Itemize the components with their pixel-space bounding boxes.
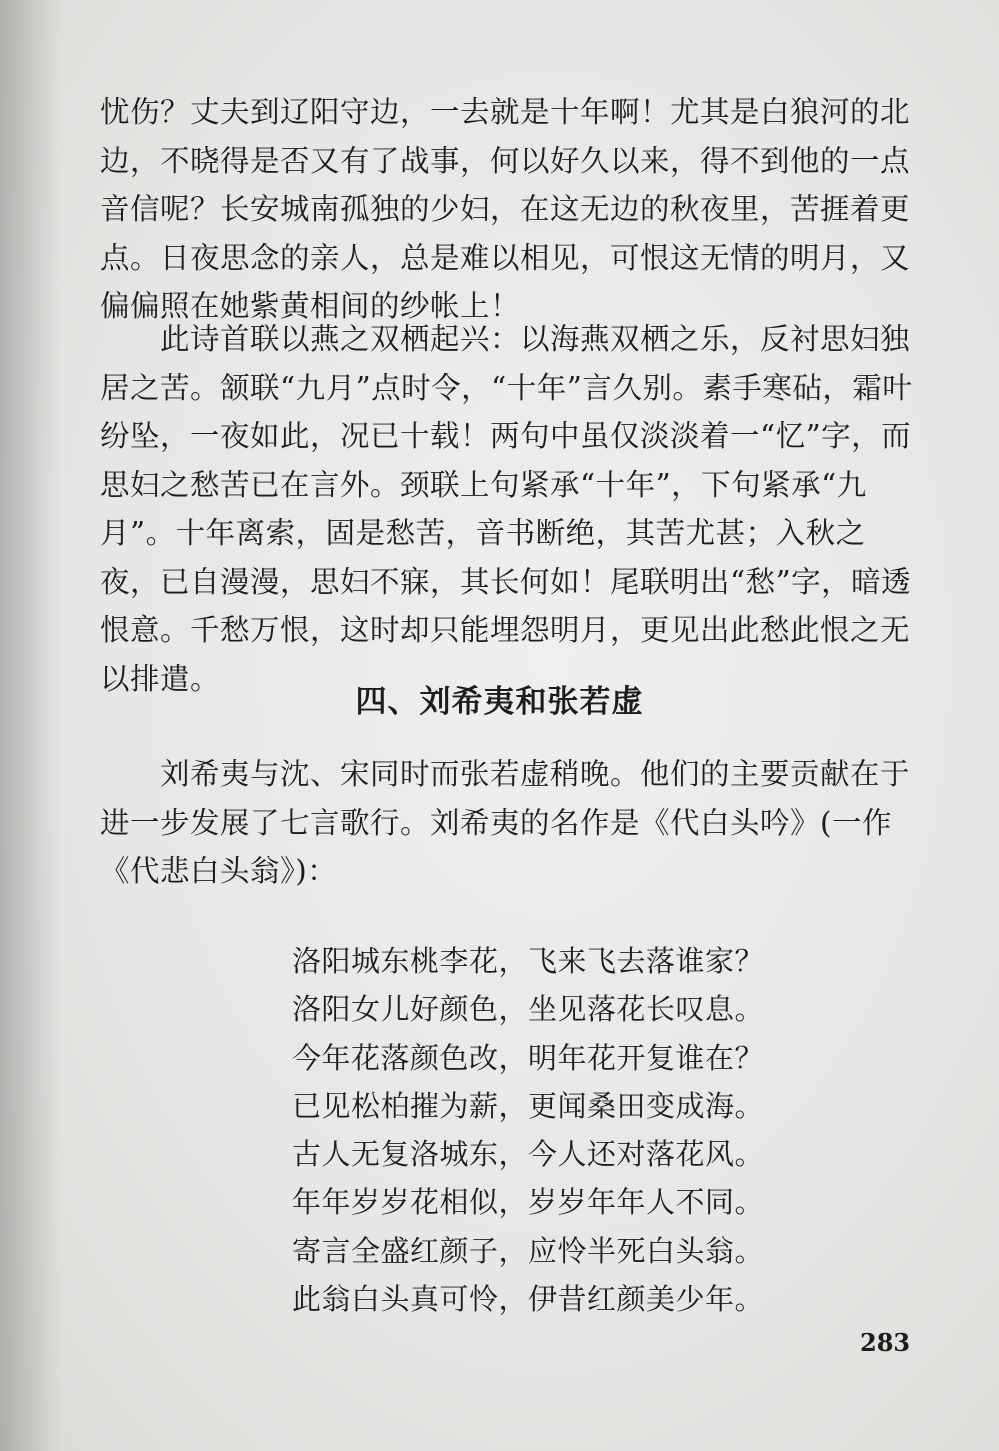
poem-line: 年年岁岁花相似，岁岁年年人不同。: [292, 1185, 765, 1220]
poem-line: 此翁白头真可怜，伊昔红颜美少年。: [292, 1282, 765, 1317]
paragraph-3-text: 刘希夷与沈、宋同时而张若虚稍晚。他们的主要贡献在于进一步发展了七言歌行。刘希夷的名作是《代白头吟》(一作《代悲白头翁》)：: [100, 757, 911, 888]
paragraph-commentary: [100, 315, 920, 703]
page-number: 283: [860, 1328, 911, 1357]
poem-line: 已见松柏摧为薪，更闻桑田变成海。: [292, 1088, 765, 1123]
paragraph-2-text: 此诗首联以燕之双栖起兴：以海燕双栖之乐，反衬思妇独居之苦。颔联“九月”点时令，“十年”言久别。素手寒砧，霜叶纷坠，一夜如此，况已十载！两句中虽仅淡淡着一“忆”字，而思妇之愁苦已在言外。颈联上句紧承“十年”，下句紧承“九月”。十年离索，固是愁苦，音书断绝，其苦尤甚；入秋之夜，已自漫漫，思妇不寐，其长何如！尾联明出“愁”字，暗透恨意。千愁万恨，这时却只能埋怨明月，更见出此愁此恨之无以排遣。: [100, 322, 913, 696]
paragraph-continuation: [100, 88, 920, 331]
paragraph-intro: [100, 750, 920, 896]
poem-line: 今年花落颜色改，明年花开复谁在？: [292, 1040, 765, 1075]
poem-line: 洛阳女儿好颜色，坐见落花长叹息。: [292, 992, 765, 1027]
section-heading: 四、刘希夷和张若虚: [355, 684, 644, 720]
poem-line: 洛阳城东桃李花，飞来飞去落谁家？: [292, 944, 765, 978]
poem-line: 古人无复洛城东，今人还对落花风。: [292, 1137, 765, 1172]
paragraph-1-text: 忧伤？丈夫到辽阳守边，一去就是十年啊！尤其是白狼河的北边，不晓得是否又有了战事，何以好久以来，得不到他的一点音信呢？长安城南孤独的少妇，在这无边的秋夜里，苦捱着更点。日夜思念的亲人，总是难以相见，可恨这无情的明月，又偏偏照在她紫黄相间的纱帐上！: [100, 95, 911, 323]
poem-line: 寄言全盛红颜子，应怜半死白头翁。: [292, 1233, 765, 1268]
poem-block: [292, 937, 932, 1323]
